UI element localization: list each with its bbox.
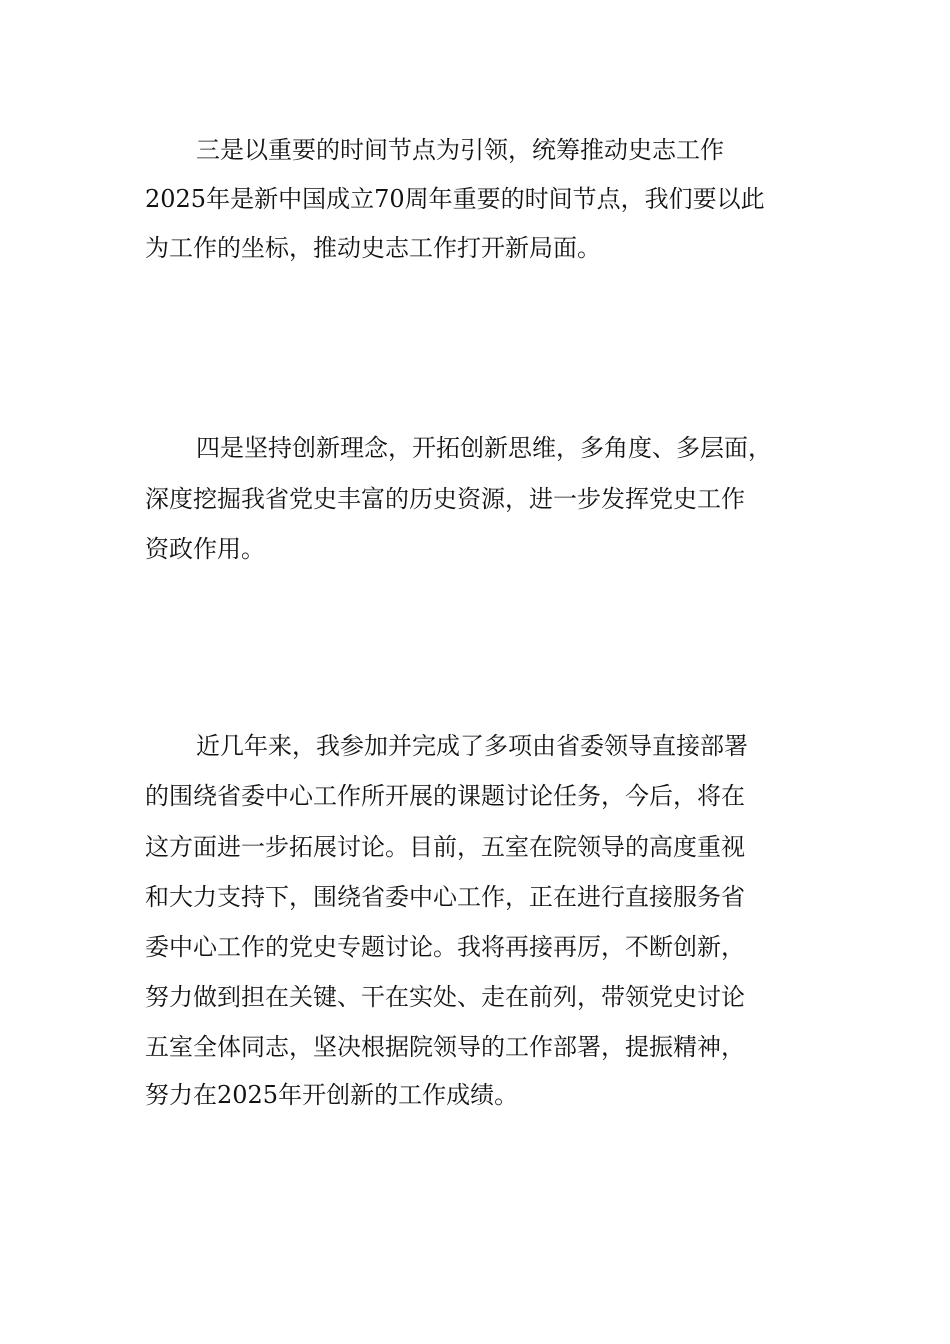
paragraph-line: 和大力支持下，围绕省委中心工作，正在进行直接服务省 <box>145 883 745 911</box>
paragraph-line: 2025年是新中国成立70周年重要的时间节点，我们要以此 <box>145 185 765 213</box>
paragraph-line: 三是以重要的时间节点为引领，统筹推动史志工作 <box>196 136 724 164</box>
paragraph-line: 的围绕省委中心工作所开展的课题讨论任务，今后，将在 <box>145 782 745 810</box>
paragraph-line: 近几年来，我参加并完成了多项由省委领导直接部署 <box>196 732 748 760</box>
paragraph-line: 深度挖掘我省党史丰富的历史资源，进一步发挥党史工作 <box>145 485 745 513</box>
paragraph-line: 资政作用。 <box>145 535 265 563</box>
paragraph-line: 为工作的坐标，推动史志工作打开新局面。 <box>145 234 601 262</box>
paragraph-line: 五室全体同志，坚决根据院领导的工作部署，提振精神， <box>145 1033 745 1061</box>
paragraph-line: 委中心工作的党史专题讨论。我将再接再厉，不断创新， <box>145 933 745 961</box>
paragraph-line: 努力做到担在关键、干在实处、走在前列，带领党史讨论 <box>145 983 745 1011</box>
paragraph-line: 这方面进一步拓展讨论。目前，五室在院领导的高度重视 <box>145 833 745 861</box>
paragraph-line: 四是坚持创新理念，开拓创新思维，多角度、多层面， <box>196 434 772 462</box>
paragraph-line: 努力在2025年开创新的工作成绩。 <box>145 1081 519 1109</box>
